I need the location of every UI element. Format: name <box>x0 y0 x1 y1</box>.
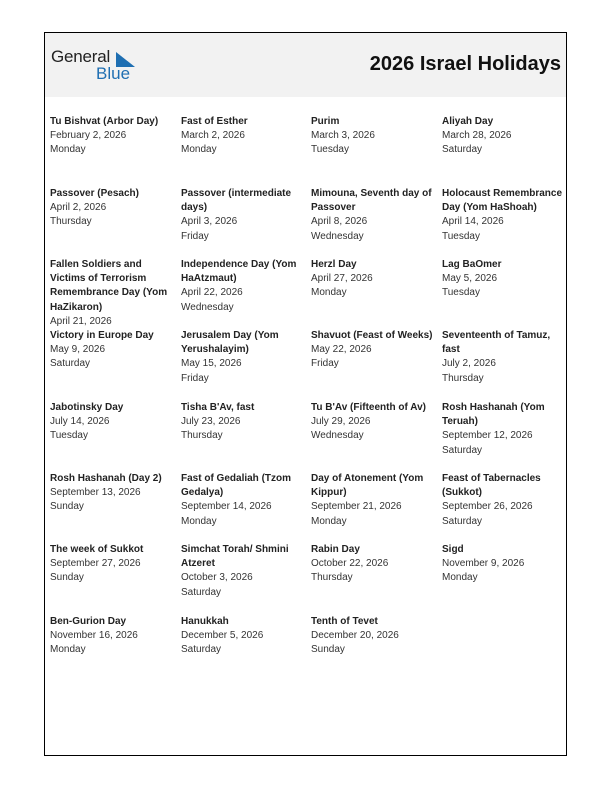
holiday-date: July 29, 2026 <box>311 416 371 428</box>
holiday-name: Feast of Tabernacles (Sukkot) <box>442 473 541 499</box>
holiday-name: Jerusalem Day (Yom Yerushalayim) <box>181 330 279 356</box>
holiday-name: Purim <box>311 116 340 127</box>
holiday-weekday: Wednesday <box>181 301 234 313</box>
holiday-weekday: Sunday <box>50 501 84 513</box>
holiday-item <box>181 472 307 529</box>
holiday-date: September 26, 2026 <box>442 501 533 513</box>
holiday-name: Fast of Esther <box>181 116 248 127</box>
holiday-date: April 3, 2026 <box>181 216 238 228</box>
holiday-weekday: Monday <box>311 515 347 527</box>
holiday-date: May 22, 2026 <box>311 344 372 356</box>
holiday-date: October 22, 2026 <box>311 558 389 570</box>
holiday-name: Mimouna, Seventh day of Passover <box>311 188 432 214</box>
holiday-name: Herzl Day <box>311 259 357 270</box>
holiday-weekday: Tuesday <box>50 430 88 442</box>
holiday-item <box>181 329 307 386</box>
holiday-item <box>442 258 568 301</box>
holiday-name: Simchat Torah/ Shmini Atzeret <box>181 544 289 570</box>
holiday-item <box>181 115 307 158</box>
holiday-date: April 8, 2026 <box>311 216 368 228</box>
holiday-weekday: Saturday <box>442 515 483 527</box>
holiday-name: Tenth of Tevet <box>311 616 378 627</box>
holiday-weekday: Thursday <box>442 372 484 384</box>
holiday-name: Holocaust Remembrance Day (Yom HaShoah) <box>442 188 563 214</box>
holiday-weekday: Monday <box>50 644 86 656</box>
holiday-date: September 12, 2026 <box>442 430 533 442</box>
holiday-weekday: Saturday <box>442 444 483 456</box>
holiday-name: Independence Day (Yom HaAtzmaut) <box>181 259 297 285</box>
holiday-date: April 27, 2026 <box>311 273 373 285</box>
holiday-weekday: Monday <box>442 572 478 584</box>
holiday-name: Tu B'Av (Fifteenth of Av) <box>311 402 426 413</box>
holiday-date: March 3, 2026 <box>311 130 375 142</box>
holiday-item <box>181 258 307 315</box>
holiday-date: December 20, 2026 <box>311 630 399 642</box>
holiday-date: February 2, 2026 <box>50 130 127 142</box>
holiday-item <box>50 543 176 586</box>
holiday-date: March 2, 2026 <box>181 130 245 142</box>
holiday-date: July 2, 2026 <box>442 358 496 370</box>
holiday-date: July 23, 2026 <box>181 416 241 428</box>
holiday-date: July 14, 2026 <box>50 416 110 428</box>
holiday-name: Passover (intermediate days) <box>181 188 292 214</box>
holiday-name: Rosh Hashanah (Yom Teruah) <box>442 402 545 428</box>
holiday-item <box>311 615 437 658</box>
holiday-weekday: Friday <box>311 358 339 370</box>
holiday-weekday: Thursday <box>50 216 92 228</box>
holiday-name: Tisha B'Av, fast <box>181 402 255 413</box>
holiday-weekday: Saturday <box>50 358 91 370</box>
holiday-weekday: Friday <box>181 230 209 242</box>
holiday-date: November 16, 2026 <box>50 630 138 642</box>
holiday-name: Aliyah Day <box>442 116 494 127</box>
holiday-name: Lag BaOmer <box>442 259 502 270</box>
holiday-weekday: Monday <box>50 144 86 156</box>
holiday-date: March 28, 2026 <box>442 130 512 142</box>
generalblue-logo <box>51 47 151 83</box>
holiday-date: May 9, 2026 <box>50 344 106 356</box>
holiday-name: Shavuot (Feast of Weeks) <box>311 330 433 341</box>
holiday-name: Seventeenth of Tamuz, fast <box>442 330 551 356</box>
holiday-weekday: Thursday <box>181 430 223 442</box>
holiday-date: April 22, 2026 <box>181 287 243 299</box>
holiday-name: Jabotinsky Day <box>50 402 124 413</box>
holiday-item <box>50 115 176 158</box>
holiday-name: Fallen Soldiers and Victims of Terrorism Remembrance Day (Yom HaZikaron) <box>50 259 168 313</box>
holiday-item <box>181 615 307 658</box>
holiday-item <box>50 401 176 444</box>
holiday-item <box>181 543 307 600</box>
holiday-item <box>311 115 437 158</box>
holiday-item <box>50 472 176 515</box>
holiday-date: April 2, 2026 <box>50 202 107 214</box>
holiday-date: September 21, 2026 <box>311 501 402 513</box>
holiday-name: The week of Sukkot <box>50 544 144 555</box>
holiday-item <box>50 187 176 230</box>
header-bar <box>45 33 566 97</box>
holiday-item <box>50 258 176 329</box>
holiday-weekday: Wednesday <box>311 430 364 442</box>
holiday-weekday: Friday <box>181 372 209 384</box>
holiday-date: May 15, 2026 <box>181 358 242 370</box>
holiday-weekday: Thursday <box>311 572 353 584</box>
holiday-name: Tu Bishvat (Arbor Day) <box>50 116 159 127</box>
holiday-weekday: Sunday <box>50 572 84 584</box>
holiday-weekday: Wednesday <box>311 230 364 242</box>
holiday-date: May 5, 2026 <box>442 273 498 285</box>
holiday-item <box>442 329 568 386</box>
holiday-date: November 9, 2026 <box>442 558 525 570</box>
holiday-weekday: Saturday <box>181 586 222 598</box>
holiday-date: December 5, 2026 <box>181 630 264 642</box>
holiday-date: April 14, 2026 <box>442 216 504 228</box>
holiday-name: Ben-Gurion Day <box>50 616 127 627</box>
page-title: 2026 Israel Holidays <box>369 53 561 75</box>
holiday-item <box>181 401 307 444</box>
holiday-date: April 21, 2026 <box>50 315 112 327</box>
holiday-name: Victory in Europe Day <box>50 330 154 341</box>
holiday-item <box>311 472 437 529</box>
logo-blue-text: Blue <box>96 64 131 83</box>
holiday-weekday: Tuesday <box>442 230 480 242</box>
holiday-item <box>311 329 437 372</box>
holiday-item <box>311 543 437 586</box>
logo-general-text: General <box>51 47 111 66</box>
holiday-item <box>311 187 437 244</box>
holiday-item <box>311 258 437 301</box>
holiday-name: Passover (Pesach) <box>50 188 139 199</box>
holiday-name: Sigd <box>442 544 464 555</box>
holiday-item <box>181 187 307 244</box>
holiday-item <box>50 615 176 658</box>
page-frame <box>44 32 567 756</box>
holiday-date: September 14, 2026 <box>181 501 272 513</box>
holiday-name: Hanukkah <box>181 616 229 627</box>
holiday-date: October 3, 2026 <box>181 572 253 584</box>
holiday-item <box>442 543 568 586</box>
holiday-item <box>442 187 568 244</box>
holiday-item <box>442 401 568 458</box>
holiday-weekday: Tuesday <box>311 144 349 156</box>
holiday-weekday: Tuesday <box>442 287 480 299</box>
holiday-name: Rabin Day <box>311 544 360 555</box>
holiday-weekday: Monday <box>181 515 217 527</box>
holiday-item <box>442 472 568 529</box>
holiday-item <box>442 115 568 158</box>
holiday-date: September 27, 2026 <box>50 558 141 570</box>
holiday-weekday: Saturday <box>181 644 222 656</box>
holiday-weekday: Saturday <box>442 144 483 156</box>
holiday-weekday: Monday <box>311 287 347 299</box>
holiday-name: Rosh Hashanah (Day 2) <box>50 473 162 484</box>
holiday-name: Fast of Gedaliah (Tzom Gedalya) <box>181 473 292 499</box>
holiday-name: Day of Atonement (Yom Kippur) <box>311 473 424 499</box>
holiday-date: September 13, 2026 <box>50 487 141 499</box>
holiday-weekday: Sunday <box>311 644 345 656</box>
holiday-weekday: Monday <box>181 144 217 156</box>
holiday-item <box>311 401 437 444</box>
holiday-item <box>50 329 176 372</box>
